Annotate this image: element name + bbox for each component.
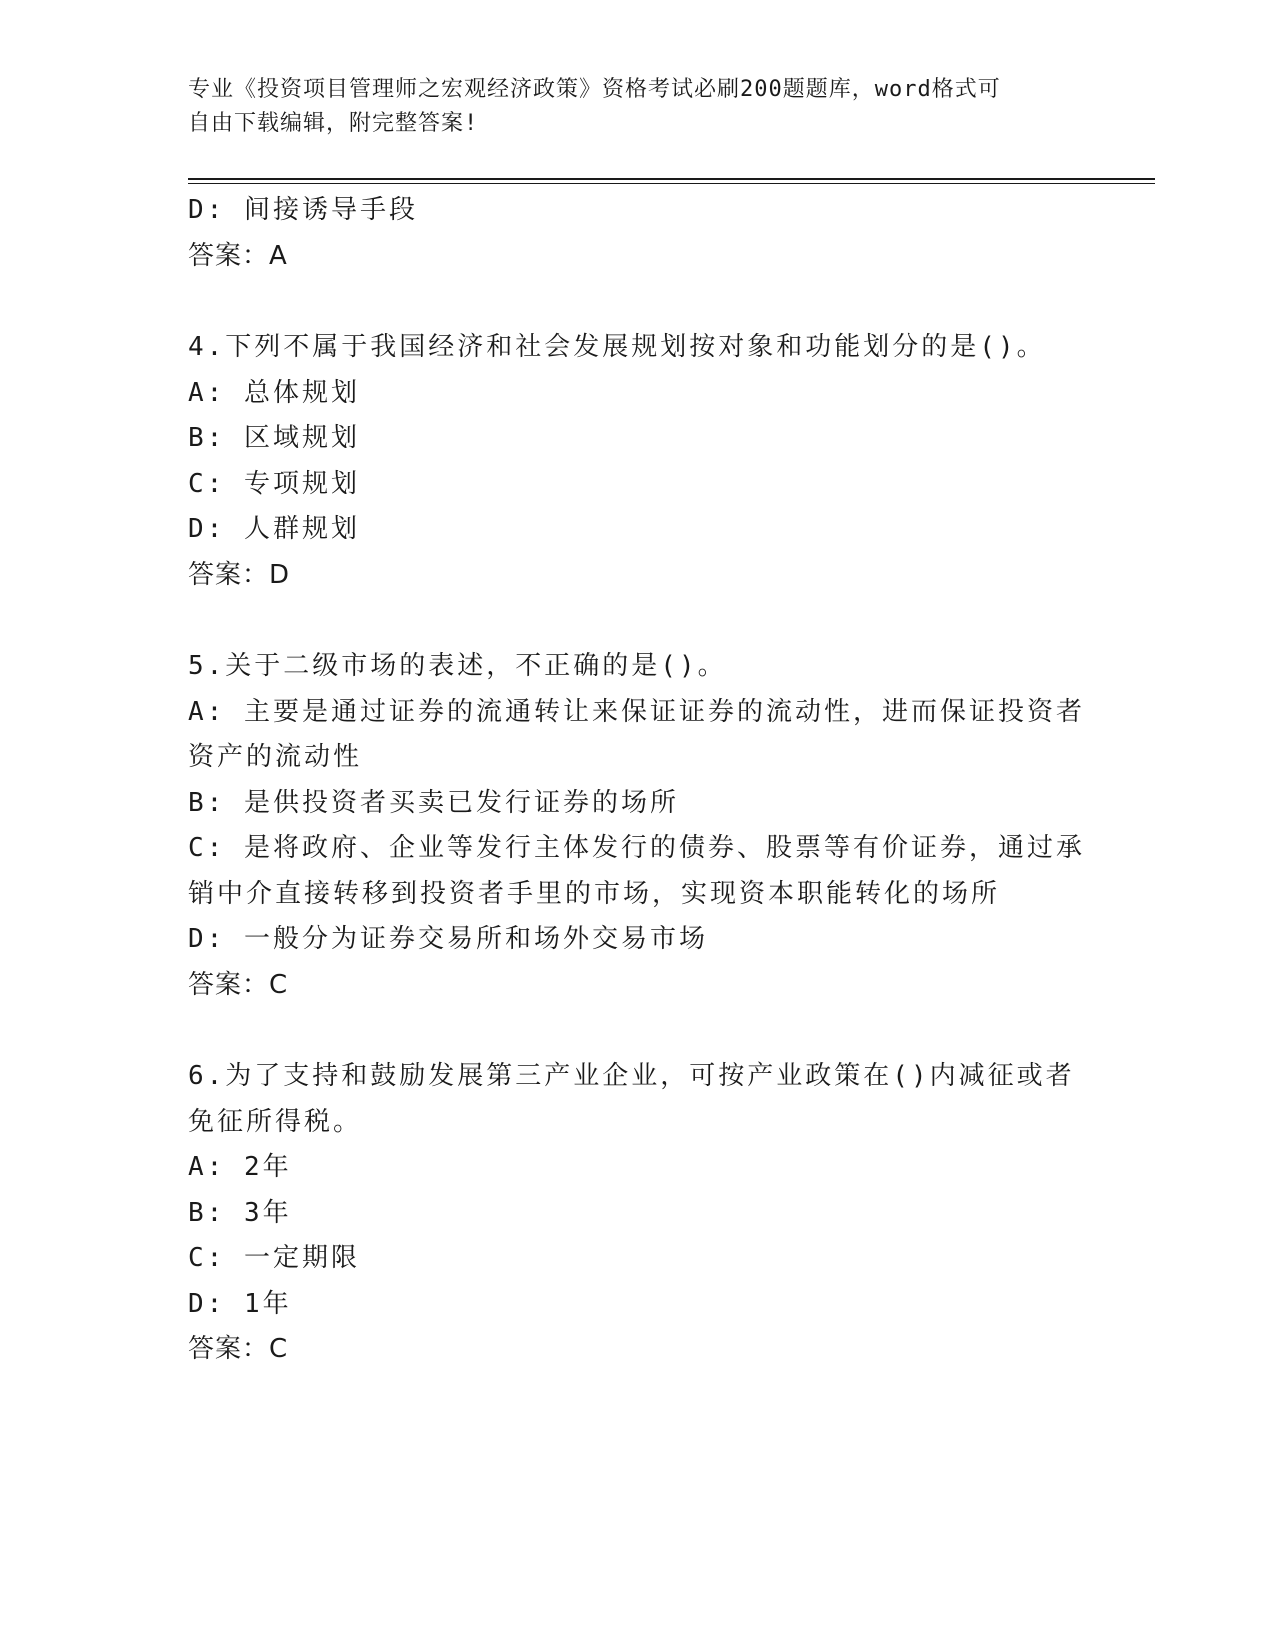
document-header [188,73,1068,141]
question-3-carryover [188,188,1088,279]
header-line-2: 自由下载编辑，附完整答案! [188,111,479,136]
question-stem: 6.为了支持和鼓励发展第三产业企业，可按产业政策在()内减征或者 [188,1061,1075,1091]
header-rule-thin [188,183,1155,184]
spacer [188,279,1088,325]
question-list [188,188,1088,1373]
option-a: A: 2年 [188,1152,292,1182]
option-c: C: 一定期限 [188,1243,360,1273]
option-a-continued: 资产的流动性 [188,742,363,772]
question-5 [188,644,1088,1008]
question-stem: 4.下列不属于我国经济和社会发展规划按对象和功能划分的是()。 [188,332,1046,362]
header-rule-thick [188,178,1155,180]
option-c: C: 专项规划 [188,468,360,499]
answer-line: 答案：D [188,559,291,590]
answer-line: 答案：C [188,969,289,1000]
answer-line: 答案：C [188,1334,289,1364]
option-d: D: 间接诱导手段 [188,195,418,225]
spacer [188,598,1088,644]
question-stem-continued: 免征所得税。 [188,1106,363,1137]
option-b: B: 是供投资者买卖已发行证券的场所 [188,787,679,818]
header-line-1: 专业《投资项目管理师之宏观经济政策》资格考试必刷200题题库，word格式可 [188,77,1001,102]
option-c-continued: 销中介直接转移到投资者手里的市场，实现资本职能转化的场所 [188,878,1001,909]
option-b: B: 3年 [188,1197,292,1228]
option-c: C: 是将政府、企业等发行主体发行的债券、股票等有价证券，通过承 [188,833,1085,863]
option-a: A: 主要是通过证券的流通转让来保证证券的流动性，进而保证投资者 [188,696,1085,727]
question-stem: 5.关于二级市场的表述，不正确的是()。 [188,651,727,681]
answer-line: 答案：A [188,240,288,271]
option-a: A: 总体规划 [188,377,360,408]
option-d: D: 1年 [188,1288,292,1319]
option-d: D: 人群规划 [188,514,360,544]
option-b: B: 区域规划 [188,423,360,453]
question-6 [188,1054,1088,1373]
spacer [188,1008,1088,1054]
option-d: D: 一般分为证券交易所和场外交易市场 [188,924,708,954]
question-4 [188,325,1088,598]
